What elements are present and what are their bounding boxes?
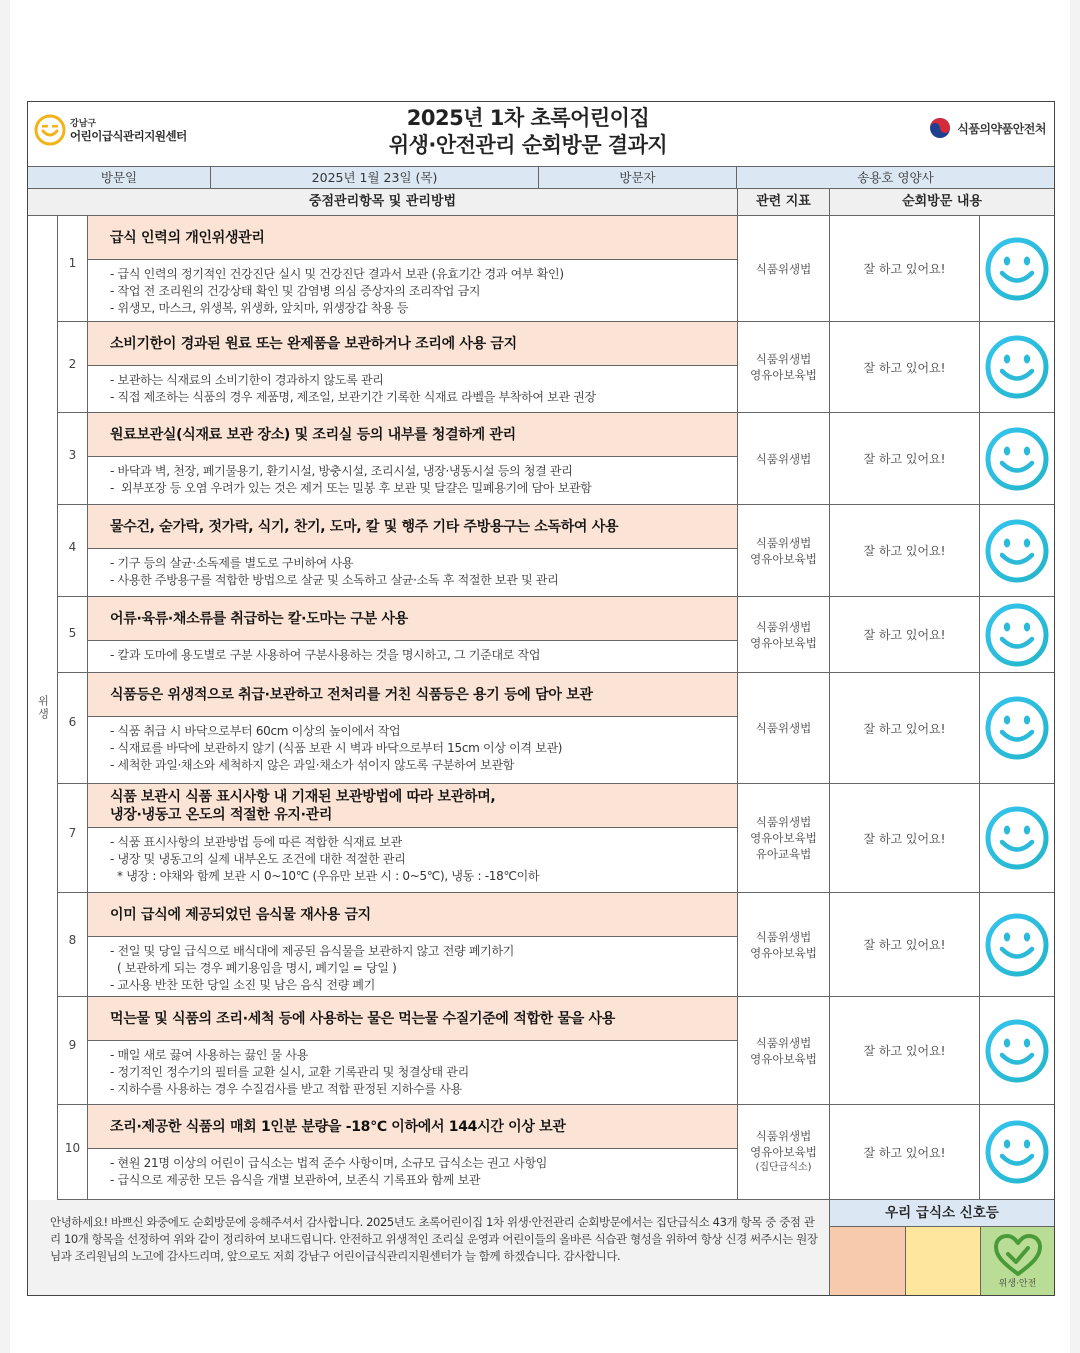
checklist-row xyxy=(58,597,1054,673)
signal-green-label: 위생·안전 xyxy=(998,1278,1037,1289)
law-name: 식품위생법 xyxy=(755,619,812,634)
traffic-light-title: 우리 급식소 신호등 xyxy=(830,1200,1054,1227)
law-name: 영유아보육법 xyxy=(750,1145,817,1159)
title-line: 원료보관실(식재료 보관 장소) 및 조리실 등의 내부를 청결하게 관리 xyxy=(110,426,516,443)
row-number: 1 xyxy=(58,216,88,321)
visit-result: 잘 하고 있어요! xyxy=(830,1105,980,1199)
related-law xyxy=(738,893,830,996)
smiley-icon xyxy=(980,216,1054,321)
visit-result: 잘 하고 있어요! xyxy=(830,413,980,504)
law-name: 영유아보육법 xyxy=(750,945,817,960)
law-name: 유아교육법 xyxy=(755,847,812,861)
document-footer xyxy=(28,1200,1054,1295)
check-item xyxy=(88,505,738,596)
check-item-title xyxy=(88,322,737,366)
title-line-1: 2025년 1차 초록어린이집 xyxy=(406,106,650,130)
row-number: 10 xyxy=(58,1105,88,1199)
traffic-light-panel xyxy=(830,1200,1054,1295)
check-item-title xyxy=(88,216,737,260)
law-name: 영유아보육법 xyxy=(750,831,817,845)
method-line: - 위생모, 마스크, 위생복, 위생화, 앞치마, 위생장갑 착용 등 xyxy=(110,301,409,315)
result-column-header: 순회방문 내용 xyxy=(902,194,982,209)
row-number: 5 xyxy=(58,597,88,672)
title-line: 어류·육류·채소류를 취급하는 칼·도마는 구분 사용 xyxy=(110,610,408,627)
check-item-methods xyxy=(88,549,737,589)
category-cell xyxy=(28,216,58,1200)
check-item-methods xyxy=(88,1149,737,1189)
method-line: - 급식으로 제공한 모든 음식을 개별 보관하여, 보존식 기록표와 함께 보관 xyxy=(110,1173,481,1187)
check-item-title xyxy=(88,997,737,1041)
method-line: - 직접 제조하는 식품의 경우 제품명, 제조일, 보관기간 기록한 식재료 라벨을 부착하여 보관 권장 xyxy=(110,390,596,404)
check-item-title xyxy=(88,1105,737,1149)
check-item xyxy=(88,1105,738,1199)
smiley-icon xyxy=(980,673,1054,783)
method-line: - 바닥과 벽, 천장, 폐기물용기, 환기시설, 방충시설, 조리시설, 냉장·냉동시설 등의 청결 관리 xyxy=(110,464,573,478)
visit-result: 잘 하고 있어요! xyxy=(830,673,980,783)
signal-red-cell xyxy=(830,1227,906,1295)
row-number: 7 xyxy=(58,784,88,892)
check-item-title xyxy=(88,505,737,549)
visit-result: 잘 하고 있어요! xyxy=(830,597,980,672)
title-line: 조리·제공한 식품의 매회 1인분 분량을 -18℃ 이하에서 144시간 이상 보관 xyxy=(110,1118,566,1135)
method-line: - 세척한 과일·채소와 세척하지 않은 과일·채소가 섞이지 않도록 구분하여 보관함 xyxy=(110,758,515,772)
method-line: - 보관하는 식재료의 소비기한이 경과하지 않도록 관리 xyxy=(110,373,384,387)
law-column-header: 관련 지표 xyxy=(738,189,830,215)
law-name: 식품위생법 xyxy=(755,451,812,466)
signal-green-cell xyxy=(981,1227,1054,1295)
items-column-header: 중점관리항목 및 관리방법 xyxy=(28,189,738,215)
title-line-2: 위생·안전관리 순회방문 결과지 xyxy=(388,133,668,157)
row-number: 3 xyxy=(58,413,88,504)
check-item-methods xyxy=(88,1041,737,1098)
visit-result: 잘 하고 있어요! xyxy=(830,216,980,321)
title-line: 먹는물 및 식품의 조리·세척 등에 사용하는 물은 먹는물 수질기준에 적합한 물을 사용 xyxy=(110,1010,615,1027)
method-line: - 작업 전 조리원의 건강상태 확인 및 감염병 의심 증상자의 조리작업 금지 xyxy=(110,284,481,298)
method-line: * 냉장 : 야채와 함께 보관 시 0~10℃ (우유만 보관 시 : 0~5℃), 냉동 : -18℃이하 xyxy=(110,869,540,883)
check-item-title xyxy=(88,784,737,828)
visit-result: 잘 하고 있어요! xyxy=(830,505,980,596)
check-item xyxy=(88,673,738,783)
visitor-value: 송용호 영양사 xyxy=(857,170,934,185)
method-line: - 교사용 반찬 또한 당일 소진 및 남은 음식 전량 폐기 xyxy=(110,978,376,992)
check-item xyxy=(88,893,738,996)
visit-result: 잘 하고 있어요! xyxy=(830,784,980,892)
method-line: - 외부포장 등 오염 우려가 있는 것은 제거 또는 밀봉 후 보관 및 달걀은 밀폐용기에 담아 보관함 xyxy=(110,481,592,495)
check-item-methods xyxy=(88,717,737,774)
method-line: - 정기적인 정수기의 필터를 교환 실시, 교환 기록관리 및 청결상태 관리 xyxy=(110,1065,469,1079)
law-name: 식품위생법 xyxy=(755,721,812,735)
smile-logo-icon xyxy=(34,114,66,146)
method-line: - 기구 등의 살균·소독제를 별도로 구비하여 사용 xyxy=(110,556,354,570)
checklist-row xyxy=(58,673,1054,784)
check-item-title xyxy=(88,673,737,717)
visit-result: 잘 하고 있어요! xyxy=(830,322,980,412)
center-logo xyxy=(34,114,187,146)
check-item xyxy=(88,216,738,321)
document-title xyxy=(328,105,728,159)
row-number: 9 xyxy=(58,997,88,1104)
result-document xyxy=(27,101,1055,1296)
related-law xyxy=(738,597,830,672)
method-line: - 식품 표시사항의 보관방법 등에 따른 적합한 식재료 보관 xyxy=(110,835,402,849)
law-name: 식품위생법 xyxy=(755,535,812,550)
check-item-title xyxy=(88,413,737,457)
check-item xyxy=(88,997,738,1104)
smiley-icon xyxy=(980,505,1054,596)
checklist-row xyxy=(58,784,1054,893)
visit-result: 잘 하고 있어요! xyxy=(830,997,980,1104)
visitor-label: 방문자 xyxy=(539,167,737,188)
checklist-row xyxy=(58,322,1054,413)
method-line: - 지하수를 사용하는 경우 수질검사를 받고 적합 판정된 지하수를 사용 xyxy=(110,1082,462,1096)
method-line: - 급식 인력의 정기적인 건강진단 실시 및 건강진단 결과서 보관 (유효기간 경과 여부 확인) xyxy=(110,267,564,281)
related-law xyxy=(738,322,830,412)
taegeuk-icon xyxy=(928,116,952,140)
related-law xyxy=(738,413,830,504)
agency-logo xyxy=(928,116,1046,140)
law-name: 영유아보육법 xyxy=(750,635,817,650)
document-header xyxy=(28,102,1054,166)
check-item-methods xyxy=(88,937,737,994)
org-name: 어린이급식관리지원센터 xyxy=(70,129,187,143)
category-label: 위생 xyxy=(36,695,50,721)
checklist-row xyxy=(58,893,1054,997)
visit-date-label: 방문일 xyxy=(28,167,211,188)
check-item-methods xyxy=(88,828,737,885)
related-law xyxy=(738,784,830,892)
check-item xyxy=(88,597,738,672)
title-line: 식품등은 위생적으로 취급·보관하고 전처리를 거친 식품등은 용기 등에 담아 보관 xyxy=(110,686,593,703)
check-item xyxy=(88,784,738,892)
check-item-methods xyxy=(88,641,737,664)
check-item-title xyxy=(88,893,737,937)
check-item xyxy=(88,322,738,412)
visit-result: 잘 하고 있어요! xyxy=(830,893,980,996)
signal-yellow-cell xyxy=(906,1227,981,1295)
title-line: 냉장·냉동고 온도의 적절한 유지·관리 xyxy=(110,806,333,823)
title-line: 소비기한이 경과된 원료 또는 완제품을 보관하거나 조리에 사용 금지 xyxy=(110,335,517,352)
agency-name: 식품의약품안전처 xyxy=(957,121,1046,136)
law-name: 영유아보육법 xyxy=(750,368,817,382)
heart-check-icon xyxy=(993,1234,1043,1278)
law-name: (집단급식소) xyxy=(755,1162,812,1173)
check-item-methods xyxy=(88,457,737,497)
smiley-icon xyxy=(980,322,1054,412)
row-number: 4 xyxy=(58,505,88,596)
method-line: ( 보관하게 되는 경우 폐기용임을 명시, 폐기일 = 당일 ) xyxy=(110,961,397,975)
row-number: 6 xyxy=(58,673,88,783)
related-law xyxy=(738,216,830,321)
method-line: - 사용한 주방용구를 적합한 방법으로 살균 및 소독하고 살균·소독 후 적절한 보관 및 관리 xyxy=(110,573,559,587)
smiley-icon xyxy=(980,893,1054,996)
law-name: 식품위생법 xyxy=(755,929,812,944)
smiley-icon xyxy=(980,1105,1054,1199)
check-item-methods xyxy=(88,366,737,406)
checklist-row xyxy=(58,997,1054,1105)
row-number: 8 xyxy=(58,893,88,996)
law-name: 식품위생법 xyxy=(755,261,812,276)
closing-message: 안녕하세요! 바쁘신 와중에도 순회방문에 응해주셔서 감사합니다. 2025년도 초록어린이집 1차 위생·안전관리 순회방문에서는 집단급식소 43개 항목 중 중점 관리 10개 항목을 선정하여 위와 같이 정리하여 보내드립니다. 안전하고 위생적인 조리실 운영과 어린이들의 올바른 식습관 형성을 위하여 항상 신경 써주시는 원장님과 조리원님의 노고에 감사드리며, 앞으로도 저희 강남구 어린이급식관리지원센터가 늘 함께 하겠습니다. 감사합니다. xyxy=(28,1200,830,1295)
smiley-icon xyxy=(980,597,1054,672)
method-line: - 식재료를 바닥에 보관하지 않기 (식품 보관 시 벽과 바닥으로부터 15cm 이상 이격 보관) xyxy=(110,741,563,755)
visit-info-row xyxy=(28,166,1054,189)
related-law xyxy=(738,673,830,783)
org-district: 강남구 xyxy=(70,119,97,129)
method-line: - 냉장 및 냉동고의 실제 내부온도 조건에 대한 적절한 관리 xyxy=(110,852,406,866)
law-name: 식품위생법 xyxy=(755,815,812,829)
method-line: - 칼과 도마에 용도별로 구분 사용하여 구분사용하는 것을 명시하고, 그 기준대로 작업 xyxy=(110,648,541,662)
smiley-icon xyxy=(980,997,1054,1104)
title-line: 물수건, 숟가락, 젓가락, 식기, 찬기, 도마, 칼 및 행주 기타 주방용구는 소독하여 사용 xyxy=(110,518,619,535)
checklist-row xyxy=(58,216,1054,322)
checklist-row xyxy=(58,413,1054,505)
check-item-methods xyxy=(88,260,737,317)
title-line: 식품 보관시 식품 표시사항 내 기재된 보관방법에 따라 보관하며, xyxy=(110,788,496,805)
method-line: - 현원 21명 이상의 어린이 급식소는 법적 준수 사항이며, 소규모 급식소는 권고 사항임 xyxy=(110,1156,548,1170)
checklist-row xyxy=(58,1105,1054,1200)
law-name: 영유아보육법 xyxy=(750,1051,817,1066)
method-line: - 전일 및 당일 급식으로 배식대에 제공된 음식물을 보관하지 않고 전량 폐기하기 xyxy=(110,944,515,958)
related-law xyxy=(738,1105,830,1199)
method-line: - 식품 취급 시 바닥으로부터 60cm 이상의 높이에서 작업 xyxy=(110,724,401,738)
related-law xyxy=(738,997,830,1104)
method-line: - 매일 새로 끓여 사용하는 끓인 물 사용 xyxy=(110,1048,309,1062)
check-item xyxy=(88,413,738,504)
row-number: 2 xyxy=(58,322,88,412)
column-header-row xyxy=(28,189,1054,216)
title-line: 급식 인력의 개인위생관리 xyxy=(110,229,265,246)
check-item-title xyxy=(88,597,737,641)
law-name: 식품위생법 xyxy=(755,1129,812,1143)
related-law xyxy=(738,505,830,596)
law-name: 식품위생법 xyxy=(755,352,812,366)
law-name: 영유아보육법 xyxy=(750,551,817,566)
title-line: 이미 급식에 제공되었던 음식물 재사용 금지 xyxy=(110,906,371,923)
visit-date-value: 2025년 1월 23일 (목) xyxy=(211,167,539,188)
law-name: 식품위생법 xyxy=(755,1035,812,1050)
checklist-row xyxy=(58,505,1054,597)
smiley-icon xyxy=(980,413,1054,504)
smiley-icon xyxy=(980,784,1054,892)
